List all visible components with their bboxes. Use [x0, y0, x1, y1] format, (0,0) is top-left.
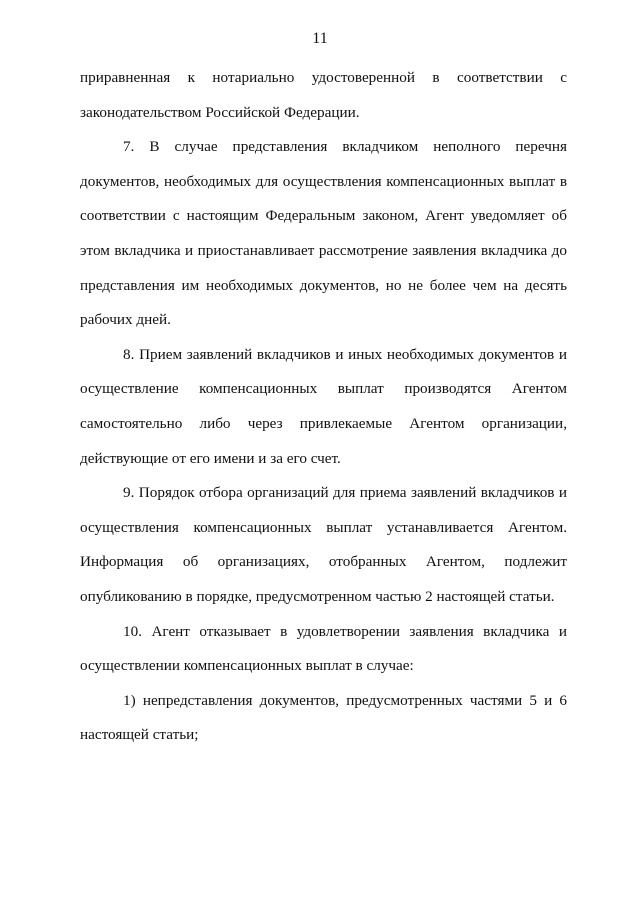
paragraph-9: 9. Порядок отбора организаций для приема заявлений вкладчиков и осуществления компенсационных выплат устанавливается Агентом. Информация об организациях, отобранных Агентом, подлежит опубликованию в порядке, предусмотренном частью 2 настоящей статьи. — [80, 484, 567, 605]
paragraph-continued: приравненная к нотариально удостоверенной в соответствии с законодательством Российской Федерации. — [80, 69, 567, 121]
paragraph-10-item-1: 1) непредставления документов, предусмотренных частями 5 и 6 настоящей статьи; — [80, 691, 567, 744]
paragraph-7: 7. В случае представления вкладчиком неполного перечня документов, необходимых для осуществления компенсационных выплат в соответствии с настоящим Федеральным законом, Агент уведомляет об этом вкладчика и приостанавливает рассмотрение заявления вкладчика до представления им необходимых документов, но не более чем на десять рабочих дней. — [80, 138, 567, 329]
paragraph-10: 10. Агент отказывает в удовлетворении заявления вкладчика и осуществлении компенсационных выплат в случае: — [80, 622, 567, 675]
paragraph-8: 8. Прием заявлений вкладчиков и иных необходимых документов и осуществление компенсационных выплат производятся Агентом самостоятельно либо через привлекаемые Агентом организации, действующие от его имени и за его счет. — [80, 345, 567, 467]
page-number: 11 — [312, 30, 328, 47]
document-body — [80, 61, 567, 753]
